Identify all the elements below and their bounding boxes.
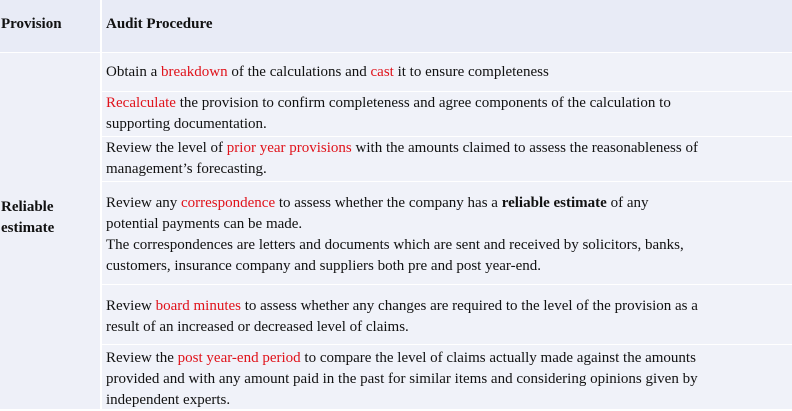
text: Review the xyxy=(106,350,178,366)
text: Review the level of xyxy=(106,140,227,156)
procedure-4-line2: potential payments can be made. xyxy=(106,216,303,232)
table-header xyxy=(0,0,792,53)
provision-label xyxy=(1,197,99,239)
highlight-post-year-end-period: post year-end period xyxy=(177,350,301,366)
procedure-row-6 xyxy=(102,345,792,409)
procedure-row-1 xyxy=(102,53,792,92)
procedure-4-line1 xyxy=(102,193,792,214)
procedure-6-line3: independent experts. xyxy=(106,392,231,408)
provision-cell xyxy=(0,53,100,409)
text: the provision to confirm completeness and agree components of the calculation to xyxy=(175,95,671,111)
text: it to ensure completeness xyxy=(393,64,549,80)
procedure-row-5 xyxy=(102,285,792,345)
procedure-6-line1 xyxy=(102,348,792,369)
highlight-cast: cast xyxy=(370,64,394,80)
provision-label-line1: Reliable xyxy=(1,199,54,215)
text: Obtain a xyxy=(106,64,161,80)
procedure-5-line1 xyxy=(102,296,792,317)
header-audit-procedure: Audit Procedure xyxy=(106,16,213,32)
text: to assess whether the company has a xyxy=(275,195,502,211)
text: of the calculations and xyxy=(227,64,371,80)
procedure-row-2 xyxy=(102,92,792,137)
procedure-row-4 xyxy=(102,182,792,285)
procedure-4-line3: The correspondences are letters and documents which are sent and received by solicitors, banks, xyxy=(106,237,684,253)
provision-label-line2: estimate xyxy=(1,220,55,236)
text: with the amounts claimed to assess the reasonableness of xyxy=(351,140,698,156)
text: to compare the level of claims actually made against the amounts xyxy=(300,350,696,366)
procedure-3-line1 xyxy=(102,138,792,159)
highlight-prior-year-provisions: prior year provisions xyxy=(226,140,352,156)
procedure-row-3 xyxy=(102,137,792,182)
procedure-3-line2: management’s forecasting. xyxy=(106,161,267,177)
text: Review xyxy=(106,298,156,314)
procedure-2-line1 xyxy=(102,93,792,114)
procedure-5-line2: result of an increased or decreased level of claims. xyxy=(106,319,409,335)
procedure-1-line1 xyxy=(102,62,792,83)
procedure-2-line2: supporting documentation. xyxy=(106,116,267,132)
bold-reliable-estimate: reliable estimate xyxy=(501,195,607,211)
highlight-breakdown: breakdown xyxy=(160,64,228,80)
text: of any xyxy=(606,195,649,211)
text: Review any xyxy=(106,195,181,211)
procedure-6-line2: provided and with any amount paid in the past for similar items and considering opinions given by xyxy=(106,371,698,387)
highlight-recalculate: Recalculate xyxy=(106,95,176,111)
highlight-board-minutes: board minutes xyxy=(155,298,241,314)
procedure-4-line4: customers, insurance company and suppliers both pre and post year-end. xyxy=(106,258,541,274)
highlight-correspondence: correspondence xyxy=(180,195,276,211)
header-provision: Provision xyxy=(1,16,62,32)
text: to assess whether any changes are required to the level of the provision as a xyxy=(240,298,698,314)
